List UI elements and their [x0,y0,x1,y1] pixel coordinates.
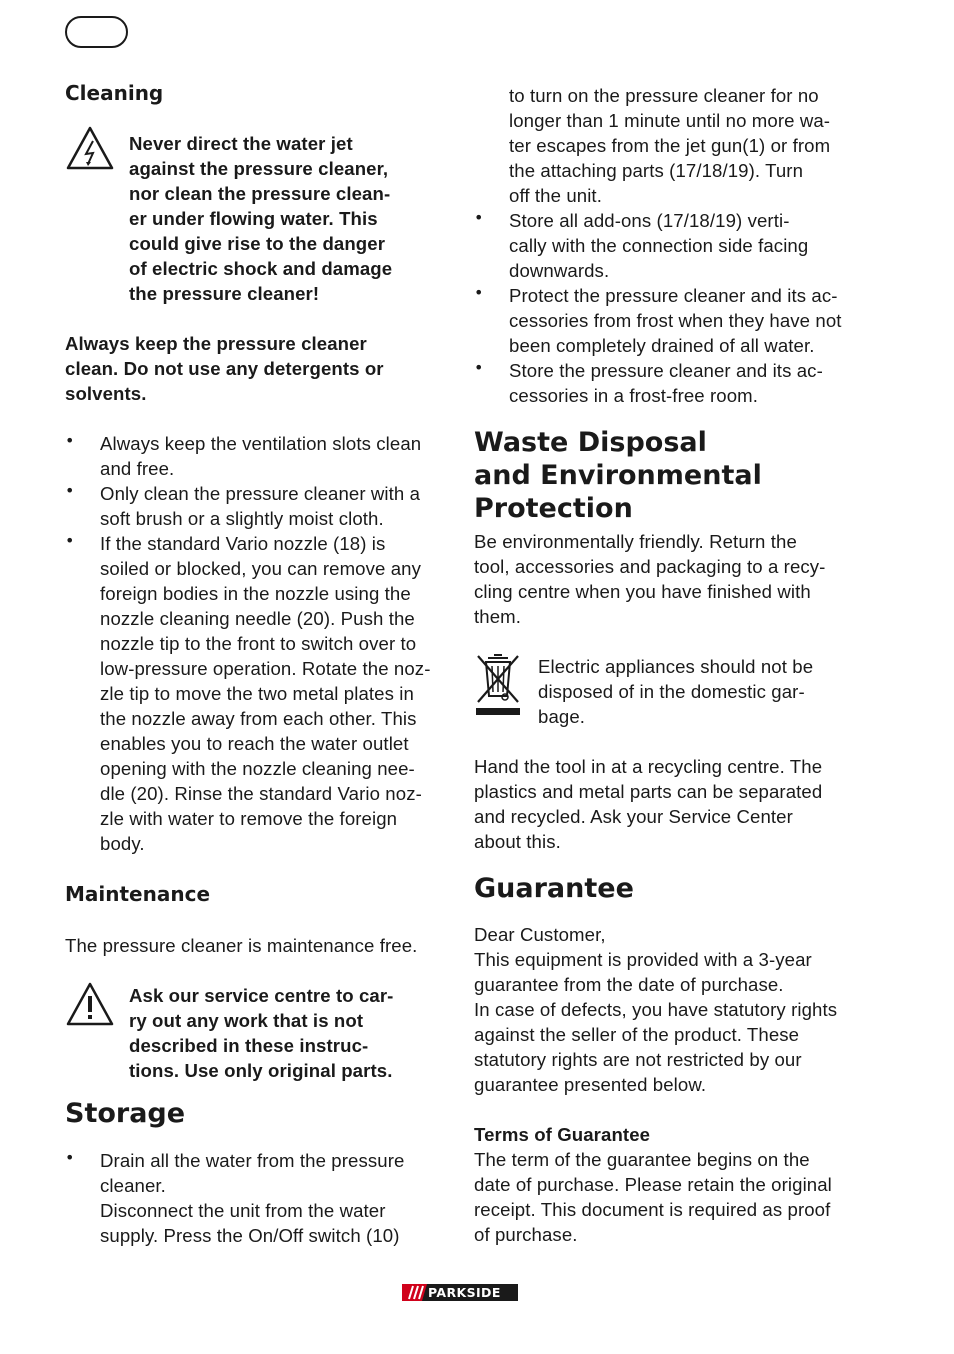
warning-line: Ask our service centre to car- [129,985,394,1006]
electric-hazard-icon [65,125,115,171]
note-line: solvents. [65,383,147,404]
list-item [65,1148,448,1248]
right-column [474,80,859,1247]
list-line: dle (20). Rinse the standard Vario noz- [100,783,422,804]
text-line: plastics and metal parts can be separated [474,781,823,802]
text-line: The term of the guarantee begins on the [474,1149,810,1170]
cleaning-list [65,431,448,856]
list-line: • Store the pressure cleaner and its ac- [509,360,823,381]
terms-heading: Terms of Guarantee [474,1124,651,1145]
list-item [65,431,448,481]
guarantee-heading: Guarantee [474,873,634,904]
list-line: zle with water to remove the foreign [100,808,398,829]
list-line: cally with the connection side facing [509,235,809,256]
brand-name: PARKSIDE [428,1285,501,1300]
text-line: guarantee from the date of purchase. [474,974,784,995]
list-line: the nozzle away from each other. This [100,708,417,729]
text-line: and recycled. Ask your Service Center [474,806,793,827]
text-line: against the seller of the product. These [474,1024,800,1045]
list-line: and free. [100,458,175,479]
maintenance-heading: Maintenance [65,882,211,906]
text-line: them. [474,606,522,627]
text-line: disposed of in the domestic gar- [538,681,805,702]
list-line: body. [100,833,145,854]
left-column [65,80,448,1248]
text-line: of purchase. [474,1224,578,1245]
text-line: Hand the tool in at a recycling centre. The [474,756,823,777]
heading-line: and Environmental [474,460,762,491]
text-line: receipt. This document is required as proof [474,1199,831,1220]
list-line: zle tip to move the two metal plates in [100,683,414,704]
list-line: enables you to reach the water outlet [100,733,409,754]
waste-outro [474,754,859,854]
heading-line: Waste Disposal [474,427,707,458]
list-item [65,481,448,531]
list-line: longer than 1 minute until no more wa- [509,110,831,131]
guarantee-text [474,922,859,1097]
weee-notice [474,654,859,729]
list-line: cessories in a frost-free room. [509,385,759,406]
list-item [474,358,859,408]
language-badge [65,16,128,48]
list-line: supply. Press the On/Off switch (10) [100,1225,400,1246]
warning-line: tions. Use only original parts. [129,1060,393,1081]
text-line: In case of defects, you have statutory rights [474,999,838,1020]
warning-line: described in these instruc- [129,1035,369,1056]
list-line: • Only clean the pressure cleaner with a [100,483,421,504]
cleaning-heading: Cleaning [65,81,164,105]
list-item [65,531,448,856]
crossed-bin-icon [474,652,522,718]
text-line: date of purchase. Please retain the original [474,1174,832,1195]
warning-line: could give rise to the danger [129,233,386,254]
list-line: low-pressure operation. Rotate the noz- [100,658,431,679]
list-line: soiled or blocked, you can remove any [100,558,422,579]
list-line: nozzle tip to the front to switch over to [100,633,417,654]
warning-line: Never direct the water jet [129,133,353,154]
warning-line: against the pressure cleaner, [129,158,389,179]
warning-icon [65,981,115,1027]
text-line: Dear Customer, [474,924,606,945]
parkside-logo [402,1284,518,1301]
maintenance-text: The pressure cleaner is maintenance free. [65,935,418,956]
list-line: downwards. [509,260,610,281]
note-line: clean. Do not use any detergents or [65,358,384,379]
text-line: This equipment is provided with a 3-year [474,949,812,970]
text-line: Electric appliances should not be [538,656,814,677]
text-line: statutory rights are not restricted by our [474,1049,802,1070]
maintenance-warning [65,983,448,1083]
waste-intro [474,529,859,629]
list-line: cessories from frost when they have not [509,310,842,331]
list-line: the attaching parts (17/18/19). Turn [509,160,804,181]
list-line: • Always keep the ventilation slots clean [100,433,422,454]
cleaning-note [65,331,448,406]
storage-continued [474,83,859,208]
list-line: cleaner. [100,1175,166,1196]
list-line: • Protect the pressure cleaner and its ac- [509,285,838,306]
list-line: • Store all add-ons (17/18/19) verti- [509,210,790,231]
warning-line: of electric shock and damage [129,258,393,279]
list-line: ter escapes from the jet gun(1) or from [509,135,831,156]
storage-heading: Storage [65,1098,186,1129]
warning-line: the pressure cleaner! [129,283,320,304]
list-line: • If the standard Vario nozzle (18) is [100,533,386,554]
text-line: Be environmentally friendly. Return the [474,531,797,552]
text-line: cling centre when you have finished with [474,581,811,602]
warning-line: er under flowing water. This [129,208,378,229]
list-line: nozzle cleaning needle (20). Push the [100,608,415,629]
warning-line: nor clean the pressure clean- [129,183,391,204]
list-line: • Drain all the water from the pressure [100,1150,405,1171]
terms-text [474,1147,859,1247]
text-line: guarantee presented below. [474,1074,707,1095]
list-line: to turn on the pressure cleaner for no [509,85,819,106]
text-line: bage. [538,706,586,727]
note-line: Always keep the pressure cleaner [65,333,367,354]
list-line: off the unit. [509,185,602,206]
text-line: about this. [474,831,561,852]
list-line: soft brush or a slightly moist cloth. [100,508,384,529]
list-item [474,283,859,358]
list-line: opening with the nozzle cleaning nee- [100,758,415,779]
list-line: been completely drained of all water. [509,335,815,356]
heading-line: Protection [474,493,633,524]
warning-line: ry out any work that is not [129,1010,364,1031]
list-line: Disconnect the unit from the water [100,1200,386,1221]
waste-heading [474,426,859,525]
list-item [474,208,859,283]
list-line: foreign bodies in the nozzle using the [100,583,411,604]
text-line: tool, accessories and packaging to a recy- [474,556,826,577]
cleaning-warning [65,131,448,306]
